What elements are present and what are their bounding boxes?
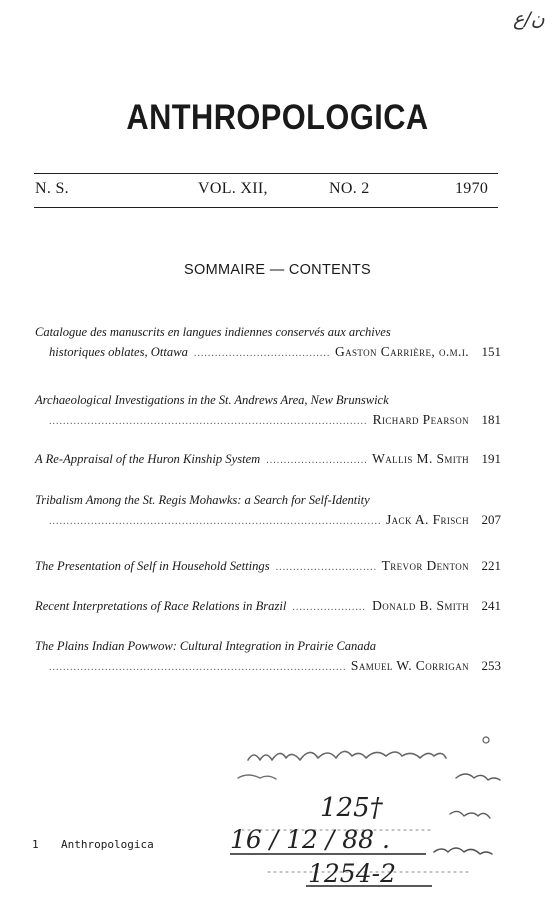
toc-entry-author: Trevor Denton	[381, 558, 469, 573]
leader-dots	[292, 598, 366, 618]
toc-entry-page: 241	[481, 598, 501, 613]
leader-dots	[194, 344, 329, 364]
toc-entry	[35, 390, 501, 432]
toc-entry	[35, 322, 501, 364]
toc-entry	[35, 556, 501, 578]
issue-year: 1970	[455, 180, 489, 197]
toc-entry-title: Tribalism Among the St. Regis Mohawks: a Search for Self-Identity	[35, 493, 370, 507]
stamp-handwriting: 16 / 12 / 88 .	[230, 825, 390, 854]
top-rule	[34, 173, 498, 174]
toc-entry-author: Donald B. Smith	[372, 598, 469, 613]
toc-entry-author: Wallis M. Smith	[372, 451, 469, 466]
bottom-rule	[34, 207, 498, 208]
library-stamp	[228, 722, 510, 892]
toc-entry-page: 151	[481, 344, 501, 359]
toc-entry-title: historiques oblates, Ottawa	[49, 345, 188, 359]
leader-dots	[276, 558, 376, 578]
toc-entry-author: Gaston Carrière, o.m.i.	[334, 344, 469, 359]
issue-number: NO. 2	[329, 180, 370, 197]
toc-entry-page: 221	[481, 558, 501, 573]
toc-entry-title: Catalogue des manuscrits en langues indiennes conservés aux archives	[35, 325, 391, 339]
leader-dots	[49, 412, 367, 432]
leader-dots	[49, 658, 345, 678]
toc-entry-title: Archaeological Investigations in the St. Andrews Area, New Brunswick	[35, 393, 389, 407]
toc-entry	[35, 490, 501, 532]
toc-entry	[35, 449, 501, 471]
handwritten-corner-mark: ن/ع	[513, 8, 545, 30]
toc-entry-title: A Re-Appraisal of the Huron Kinship System	[35, 452, 261, 466]
journal-title: ANTHROPOLOGICA	[126, 98, 429, 137]
toc-entry-title: The Presentation of Self in Household Settings	[35, 559, 270, 573]
toc-entry-page: 253	[481, 658, 501, 673]
stamp-handwriting: 1254-2	[308, 859, 396, 888]
toc-entry-page: 207	[481, 512, 501, 527]
toc-entry-title: Recent Interpretations of Race Relations in Brazil	[35, 599, 287, 613]
toc-entry	[35, 596, 501, 618]
toc-entry-author: Samuel W. Corrigan	[350, 658, 469, 673]
toc-entry-author: Richard Pearson	[372, 412, 469, 427]
footer-journal-name: Anthropologica	[61, 838, 154, 851]
stamp-handwriting: 125†	[320, 793, 383, 823]
toc-entry	[35, 636, 501, 678]
toc-entry-author: Jack A. Frisch	[385, 512, 469, 527]
leader-dots	[49, 512, 380, 532]
footer-page-number: 1	[32, 838, 39, 851]
issue-volume: VOL. XII,	[198, 180, 268, 197]
issue-series: N. S.	[35, 180, 69, 197]
contents-heading: SOMMAIRE — CONTENTS	[184, 262, 371, 278]
toc-entry-title: The Plains Indian Powwow: Cultural Integration in Prairie Canada	[35, 639, 377, 653]
leader-dots	[266, 451, 366, 471]
toc-entry-page: 191	[481, 451, 501, 466]
toc-entry-page: 181	[481, 412, 501, 427]
